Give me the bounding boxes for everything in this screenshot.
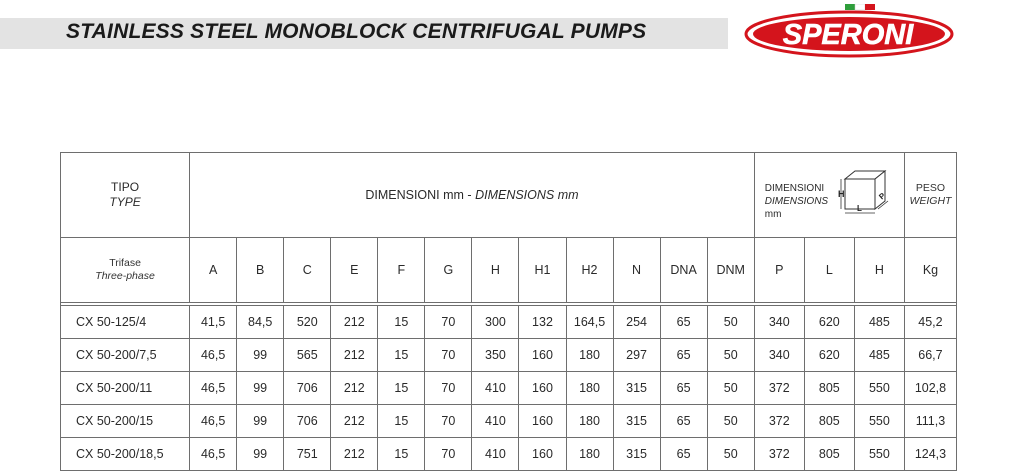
value-cell: 520 xyxy=(284,306,331,339)
value-cell: 160 xyxy=(519,438,566,471)
value-cell: 372 xyxy=(754,372,804,405)
value-cell: 372 xyxy=(754,405,804,438)
dimensions-label: DIMENSIONI mm - xyxy=(365,188,476,202)
value-cell: 410 xyxy=(472,405,519,438)
value-cell: 84,5 xyxy=(237,306,284,339)
value-cell: 620 xyxy=(804,339,854,372)
packing-label: DIMENSIONI xyxy=(764,183,825,194)
value-cell: 485 xyxy=(854,339,904,372)
value-cell: 565 xyxy=(284,339,331,372)
value-cell: 212 xyxy=(331,372,378,405)
column-header: DNM xyxy=(707,238,754,303)
value-cell: 65 xyxy=(660,438,707,471)
box-dimensions-icon xyxy=(835,165,897,217)
value-cell: 410 xyxy=(472,372,519,405)
value-cell: 706 xyxy=(284,372,331,405)
value-cell: 805 xyxy=(804,372,854,405)
value-cell: 46,5 xyxy=(190,438,237,471)
weight-label: PESO xyxy=(915,182,946,194)
value-cell: 124,3 xyxy=(904,438,956,471)
value-cell: 70 xyxy=(425,438,472,471)
type-label-en: TYPE xyxy=(109,195,141,209)
dimensions-header xyxy=(190,153,755,238)
weight-label-en: WEIGHT xyxy=(909,195,952,207)
value-cell: 254 xyxy=(613,306,660,339)
value-cell: 180 xyxy=(566,438,613,471)
value-cell: 46,5 xyxy=(190,372,237,405)
table-row xyxy=(61,405,957,438)
box-letter-h: H xyxy=(837,189,845,199)
weight-header xyxy=(904,153,956,238)
dimensions-label-en: DIMENSIONS mm xyxy=(475,188,579,202)
value-cell: 180 xyxy=(566,339,613,372)
value-cell: 15 xyxy=(378,438,425,471)
value-cell: 99 xyxy=(237,339,284,372)
value-cell: 15 xyxy=(378,306,425,339)
value-cell: 340 xyxy=(754,306,804,339)
speroni-logo xyxy=(744,4,954,58)
value-cell: 805 xyxy=(804,405,854,438)
table-row xyxy=(61,372,957,405)
column-header: E xyxy=(331,238,378,303)
value-cell: 550 xyxy=(854,438,904,471)
value-cell: 50 xyxy=(707,438,754,471)
value-cell: 212 xyxy=(331,339,378,372)
table-row xyxy=(61,306,957,339)
phase-label-en: Three-phase xyxy=(95,270,155,282)
column-header: A xyxy=(190,238,237,303)
value-cell: 50 xyxy=(707,405,754,438)
phase-header xyxy=(61,238,190,303)
column-header: N xyxy=(613,238,660,303)
value-cell: 50 xyxy=(707,306,754,339)
value-cell: 372 xyxy=(754,438,804,471)
value-cell: 46,5 xyxy=(190,339,237,372)
value-cell: 315 xyxy=(613,372,660,405)
value-cell: 180 xyxy=(566,405,613,438)
value-cell: 805 xyxy=(804,438,854,471)
value-cell: 70 xyxy=(425,306,472,339)
subheader-row xyxy=(61,238,957,303)
box-letter-l: L xyxy=(856,204,862,213)
column-header: G xyxy=(425,238,472,303)
column-header: F xyxy=(378,238,425,303)
value-cell: 45,2 xyxy=(904,306,956,339)
column-header: C xyxy=(284,238,331,303)
value-cell: 132 xyxy=(519,306,566,339)
value-cell: 70 xyxy=(425,339,472,372)
value-cell: 65 xyxy=(660,372,707,405)
model-cell: CX 50-200/18,5 xyxy=(61,438,190,471)
value-cell: 300 xyxy=(472,306,519,339)
phase-label: Trifase xyxy=(109,257,141,269)
column-header: H xyxy=(472,238,519,303)
column-header: DNA xyxy=(660,238,707,303)
value-cell: 160 xyxy=(519,339,566,372)
logo-text: SPERONI xyxy=(782,19,914,51)
column-header: L xyxy=(804,238,854,303)
packing-header xyxy=(754,153,904,238)
value-cell: 50 xyxy=(707,372,754,405)
header-row xyxy=(61,153,957,238)
value-cell: 160 xyxy=(519,405,566,438)
column-header: H1 xyxy=(519,238,566,303)
value-cell: 111,3 xyxy=(904,405,956,438)
dimensions-table xyxy=(60,152,957,471)
packing-unit: mm xyxy=(764,209,782,220)
model-cell: CX 50-200/15 xyxy=(61,405,190,438)
type-label: TIPO xyxy=(111,180,140,194)
value-cell: 160 xyxy=(519,372,566,405)
value-cell: 65 xyxy=(660,405,707,438)
value-cell: 65 xyxy=(660,306,707,339)
column-header: H xyxy=(854,238,904,303)
column-header: P xyxy=(754,238,804,303)
value-cell: 65 xyxy=(660,339,707,372)
value-cell: 99 xyxy=(237,438,284,471)
value-cell: 15 xyxy=(378,339,425,372)
table-row xyxy=(61,438,957,471)
value-cell: 212 xyxy=(331,405,378,438)
value-cell: 46,5 xyxy=(190,405,237,438)
box-letter-p: P xyxy=(877,191,887,202)
value-cell: 751 xyxy=(284,438,331,471)
packing-label-en: DIMENSIONS xyxy=(764,196,829,207)
column-header: H2 xyxy=(566,238,613,303)
column-header: B xyxy=(237,238,284,303)
value-cell: 212 xyxy=(331,438,378,471)
page-title: STAINLESS STEEL MONOBLOCK CENTRIFUGAL PUMPS xyxy=(66,20,647,43)
value-cell: 315 xyxy=(613,438,660,471)
value-cell: 410 xyxy=(472,438,519,471)
table-row xyxy=(61,339,957,372)
value-cell: 550 xyxy=(854,405,904,438)
value-cell: 15 xyxy=(378,405,425,438)
value-cell: 50 xyxy=(707,339,754,372)
model-cell: CX 50-200/7,5 xyxy=(61,339,190,372)
value-cell: 212 xyxy=(331,306,378,339)
model-cell: CX 50-125/4 xyxy=(61,306,190,339)
value-cell: 180 xyxy=(566,372,613,405)
value-cell: 99 xyxy=(237,405,284,438)
value-cell: 70 xyxy=(425,372,472,405)
value-cell: 706 xyxy=(284,405,331,438)
value-cell: 66,7 xyxy=(904,339,956,372)
type-header xyxy=(61,153,190,238)
value-cell: 15 xyxy=(378,372,425,405)
value-cell: 340 xyxy=(754,339,804,372)
value-cell: 315 xyxy=(613,405,660,438)
value-cell: 41,5 xyxy=(190,306,237,339)
value-cell: 350 xyxy=(472,339,519,372)
value-cell: 102,8 xyxy=(904,372,956,405)
column-header: Kg xyxy=(904,238,956,303)
value-cell: 70 xyxy=(425,405,472,438)
value-cell: 620 xyxy=(804,306,854,339)
value-cell: 164,5 xyxy=(566,306,613,339)
value-cell: 550 xyxy=(854,372,904,405)
value-cell: 99 xyxy=(237,372,284,405)
value-cell: 297 xyxy=(613,339,660,372)
value-cell: 485 xyxy=(854,306,904,339)
model-cell: CX 50-200/11 xyxy=(61,372,190,405)
